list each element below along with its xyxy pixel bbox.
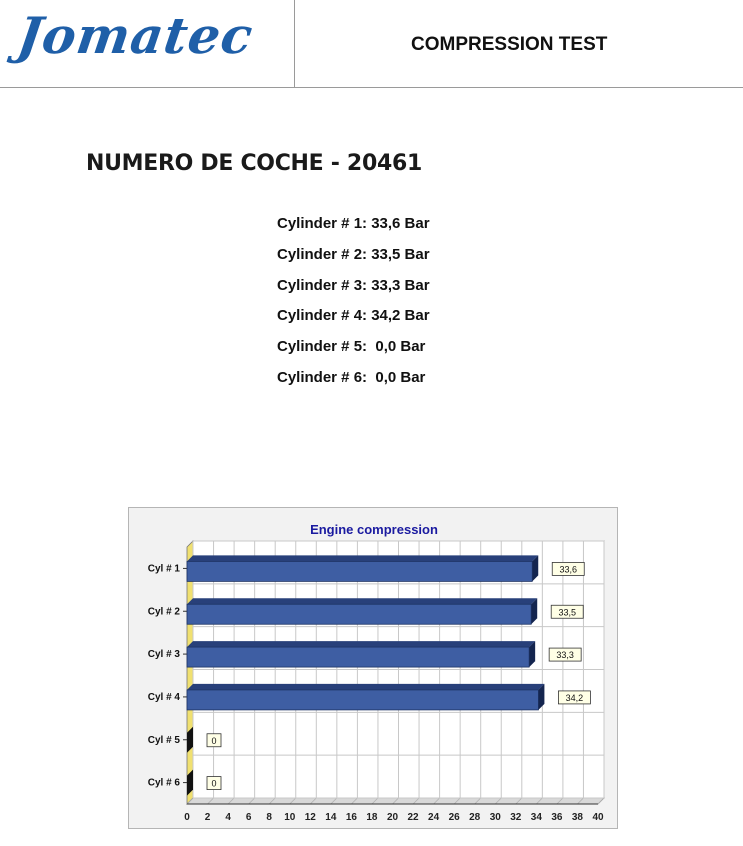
document-title: COMPRESSION TEST (411, 34, 608, 55)
bar (187, 690, 538, 710)
cylinder-reading: Cylinder # 6: 0,0 Bar (277, 368, 426, 386)
y-tick-label: Cyl # 2 (147, 606, 180, 618)
cylinder-reading: Cylinder # 4: 34,2 Bar (277, 307, 430, 325)
chart-title: Engine compression (310, 522, 438, 537)
y-tick-label: Cyl # 6 (147, 777, 180, 789)
bar-top (187, 598, 537, 604)
logo-cell (0, 0, 295, 87)
cylinder-reading: Cylinder # 1: 33,6 Bar (277, 215, 430, 232)
y-tick-label: Cyl # 1 (147, 563, 180, 575)
x-tick-label: 12 (304, 812, 316, 823)
data-label: 33,6 (559, 564, 578, 575)
data-label: 0 (211, 778, 217, 789)
x-tick-label: 32 (510, 812, 522, 823)
x-tick-label: 30 (489, 812, 501, 823)
bar-top (187, 641, 535, 647)
x-tick-label: 8 (266, 812, 272, 823)
x-tick-label: 36 (551, 812, 563, 823)
company-logo: Jomatec (13, 6, 257, 65)
x-tick-label: 40 (592, 812, 604, 823)
bar (187, 647, 529, 667)
x-tick-label: 4 (225, 812, 231, 823)
x-tick-label: 24 (428, 812, 440, 823)
bar (187, 561, 532, 581)
x-tick-label: 14 (325, 812, 337, 823)
cylinder-reading: Cylinder # 3: 33,3 Bar (277, 276, 430, 294)
bar (187, 604, 531, 624)
x-tick-label: 38 (571, 812, 584, 823)
y-tick-label: Cyl # 5 (147, 734, 180, 746)
x-tick-label: 10 (284, 812, 296, 823)
x-tick-label: 16 (345, 812, 357, 823)
cylinder-reading: Cylinder # 2: 33,5 Bar (277, 245, 430, 263)
page-header (0, 0, 743, 88)
data-label: 0 (211, 735, 217, 746)
data-label: 33,5 (558, 607, 576, 618)
y-tick-label: Cyl # 4 (147, 691, 180, 703)
compression-chart (128, 507, 618, 829)
x-tick-label: 20 (386, 812, 399, 823)
cylinder-readings (277, 213, 430, 398)
x-tick-label: 6 (245, 812, 252, 823)
x-tick-label: 0 (184, 812, 190, 823)
x-tick-label: 28 (469, 812, 481, 823)
bar-top (187, 555, 538, 561)
x-tick-label: 2 (204, 812, 211, 823)
car-number-heading: NUMERO DE COCHE - 20461 (86, 151, 422, 176)
data-label: 34,2 (565, 692, 584, 703)
x-tick-label: 18 (366, 812, 378, 823)
bar-top (187, 684, 544, 690)
data-label: 33,3 (556, 650, 574, 661)
x-tick-label: 34 (530, 812, 542, 823)
x-tick-label: 26 (448, 812, 460, 823)
chart-canvas (129, 508, 619, 830)
x-tick-label: 22 (407, 812, 419, 823)
cylinder-reading: Cylinder # 5: 0,0 Bar (277, 338, 426, 356)
y-tick-label: Cyl # 3 (147, 649, 180, 661)
